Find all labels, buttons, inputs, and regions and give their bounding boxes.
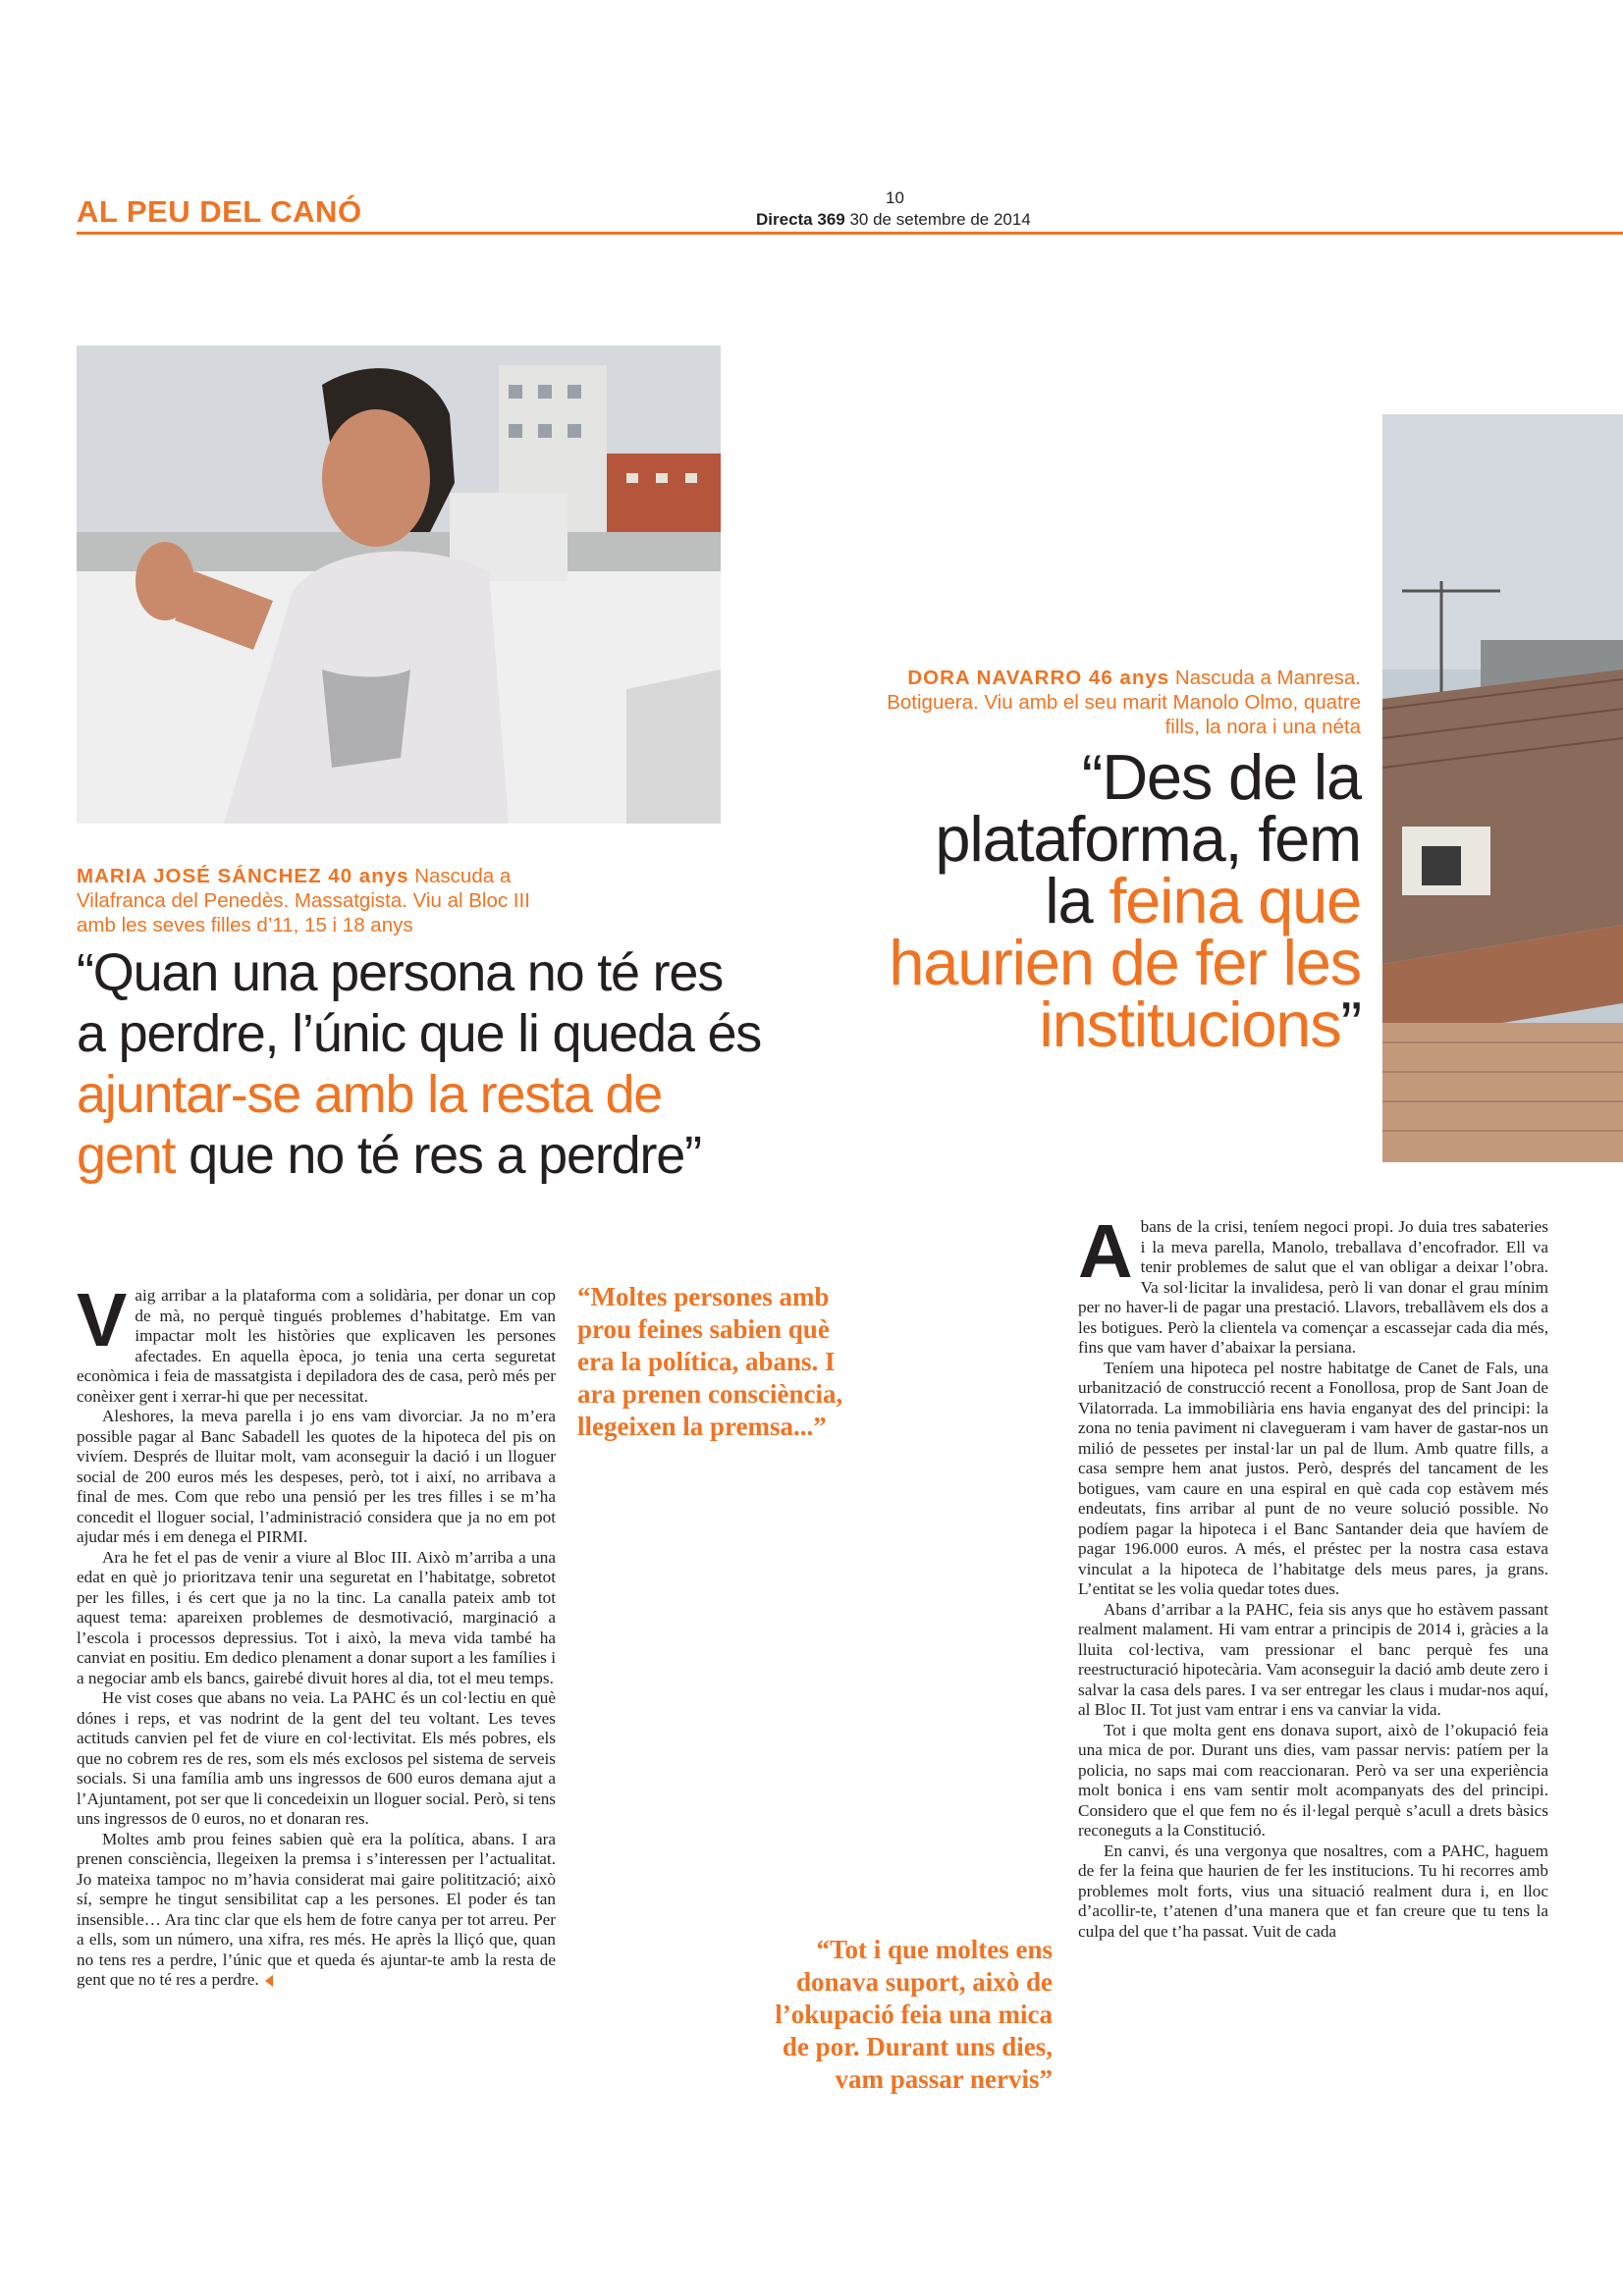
pull-quote-2: “Tot i que moltes ens donava suport, això de l’okupació feia una mica de por. Durant uns dies, vam passar nervis”: [775, 1935, 1053, 2094]
pull-quote-1: “Moltes persones amb prou feines sabien què era la política, abans. I ara prenen consciència, llegeixen la premsa...”: [577, 1282, 843, 1441]
issue-date: 30 de setembre de 2014: [849, 210, 1031, 229]
article-column-dora: [1078, 1209, 1548, 1942]
paragraph: [77, 1278, 556, 1407]
quote-highlight: feina que haurien de fer les institucions: [889, 865, 1361, 1060]
page-number: 10: [886, 188, 904, 207]
publication-name: Directa 369: [756, 210, 845, 229]
drop-cap: V: [77, 1278, 128, 1362]
caption-dora-navarro: [884, 666, 1361, 739]
person-bio: Nascuda a Manresa. Botiguera. Viu amb el seu marit Manolo Olmo, quatre fills, la nora i una néta: [887, 667, 1361, 738]
article-column-maria-jose: [77, 1278, 556, 1991]
person-name: MARIA JOSÉ SÁNCHEZ 40 anys: [77, 865, 409, 887]
end-mark-icon: [265, 1975, 273, 1987]
photo-rooftops: [1382, 414, 1623, 1162]
paragraph-text: Moltes amb prou feines sabien què era la política, abans. I ara prenen consciència, llegeixen la premsa i s’interessen per l’actualitat. Jo mateixa tampoc no m’havia considerat mai gaire politització; això sí, sempre he tingut sensibilitat cap a les persones. El poder és tan insensible… Ara tinc clar que els hem de fotre canya per tot arreu. Per a ells, som un número, una xifra, res més. He après la lliçó que, quan no tens res a perdre, l’únic que et queda és ajuntar-te amb la resta de gent que no té res a perdre.: [77, 1829, 556, 1989]
drop-cap: A: [1078, 1209, 1133, 1294]
issue-line: [756, 210, 1031, 230]
paragraph: He vist coses que abans no veia. La PAHC és un col·lectiu en què dónes i reps, et vas nodrint de la gent del teu voltant. Les teves actituds canvien pel fet de viure en col·lectivitat. Els més pobres, els que no cobrem res de res, som els més exclosos pel sistema de serveis socials. Si una família amb uns ingressos de 600 euros demana ajut a l’Ajuntament, pot ser que li concedeixin un lloguer social. Però, si tens uns ingressos de 0 euros, no et donaran res.: [77, 1688, 556, 1828]
quote-text-end: ”: [1340, 988, 1361, 1060]
headline-quote-maria-jose: [77, 942, 764, 1186]
paragraph: Aleshores, la meva parella i jo ens vam divorciar. Ja no m’era possible pagar al Banc Sabadell les quotes de la hipoteca del pis on vivíem. Després de lluitar molt, vam aconseguir la dació i un lloguer social de 200 euros més les despeses, però, tot i així, no arribava a final de mes. Com que rebo una pensió per les tres filles i se m’ha concedit el lloguer social, l’administració considera que ja no em pot ajudar més i em denega el PIRMI.: [77, 1407, 556, 1546]
paragraph-text: aig arribar a la plataforma com a solidària, per donar un cop de mà, no perquè tingués problemes d’habitatge. Em van impactar molt les històries que explicaven les persones afectades. En aquella època, jo tenia una certa seguretat econòmica i feia de massatgista i depiladora des de casa, però més per conèixer gent i xerrar-hi que per necessitat.: [77, 1286, 556, 1406]
quote-text: “Quan una persona no té res a perdre, l’únic que li queda és: [77, 943, 762, 1063]
paragraph: Ara he fet el pas de venir a viure al Bloc III. Això m’arriba a una edat en què jo prioritzava tenir una seguretat en l’habitatge, sobretot per les filles, i és cert que ja no la tinc. La canalla pateix amb tot aquest tema: apareixen problemes de desmotivació, marginació a l’escola i processos depressius. Tot i això, la meva vida també ha canviat en positiu. Em dedico plenament a donar suport a les famílies i a negociar amb els bancs, gairebé divuit hores al dia, tot el meu temps.: [77, 1547, 556, 1687]
quote-highlight: ajuntar-se amb la resta de gent: [77, 1065, 663, 1185]
caption-maria-jose: [77, 864, 538, 937]
quote-text-end: que no té res a perdre”: [175, 1126, 701, 1185]
photo-maria-jose: [77, 346, 721, 824]
person-bio: Nascuda a Vilafranca del Penedès. Massatgista. Viu al Bloc III amb les seves filles d’11, 15 i 18 anys: [77, 865, 530, 936]
section-title: AL PEU DEL CANÓ: [77, 194, 362, 229]
header-rule: [77, 232, 1623, 235]
person-name: DORA NAVARRO 46 anys: [907, 667, 1170, 689]
headline-quote-dora: [884, 741, 1361, 1060]
paragraph: [77, 1830, 556, 1991]
quote-text: “Des de la plataforma, fem la: [935, 741, 1361, 936]
paragraph: En canvi, és una vergonya que nosaltres, com a PAHC, haguem de fer la feina que haurien de fer les institucions. Tu hi recorres amb problemes molt forts, vius una situació realment dura i, en lloc d’acollir-te, t’atenen d’una manera que et fan creure que tu tens la culpa del que t’ha passat. Vuit de cada: [1078, 1841, 1548, 1941]
paragraph-text: bans de la crisi, teníem negoci propi. Jo duia tres sabateries i la meva parella, Manolo, treballava d’encofrador. Ell va tenir problemes de salut que el van obligar a deixar l’obra. Va sol·licitar la invalidesa, però li van donar el grau mínim per no haver-li de pagar una prestació. Llavors, treballàvem els dos a les botigues. Però la clientela va començar a escassejar cada dia més, fins que vam haver d’abaixar la persiana.: [1078, 1217, 1548, 1357]
paragraph: Abans d’arribar a la PAHC, feia sis anys que ho estàvem passant realment malament. Hi vam entrar a principis de 2014 i, gràcies a la lluita col·lectiva, vam pressionar el banc perquè fes una reestructuració hipotecària. Vam aconseguir la dació amb deute zero i salvar la casa dels pares. I va ser entregar les claus i mudar-nos aquí, al Bloc II. Tot just vam entrar i ens va canviar la vida.: [1078, 1599, 1548, 1719]
paragraph: Teníem una hipoteca pel nostre habitatge de Canet de Fals, una urbanització de construcció recent a Fonollosa, prop de Sant Joan de Vilatorrada. La immobiliària ens havia enganyat des del principi: la zona no tenia paviment ni clavegueram i vam haver de gastar-nos un milió de pessetes per instal·lar un pal de llum. Amb quatre fills, a casa sempre hem anat justos. Però, després del tancament de les botigues, vam caure en una espiral en què cada cop estàvem més endeutats, fins arribar al punt de no veure solució possible. No podíem pagar la hipoteca i el Banc Santander deia que havíem de pagar 196.000 euros. A més, el préstec per la nostra casa estava vinculat a la hipoteca de l’habitatge dels meus pares, ja grans. L’entitat se les volia quedar totes dues.: [1078, 1358, 1548, 1598]
paragraph: Tot i que molta gent ens donava suport, això de l’okupació feia una mica de por. Durant uns dies, vam passar nervis: patíem per la policia, no saps mai com reaccionaran. Però va ser una experiència molt bonica i ens vam sentir molt acompanyats des del principi. Considero que el que fem no és il·legal perquè s’acull a drets bàsics reconeguts a la Constitució.: [1078, 1720, 1548, 1840]
paragraph: [1078, 1209, 1548, 1359]
